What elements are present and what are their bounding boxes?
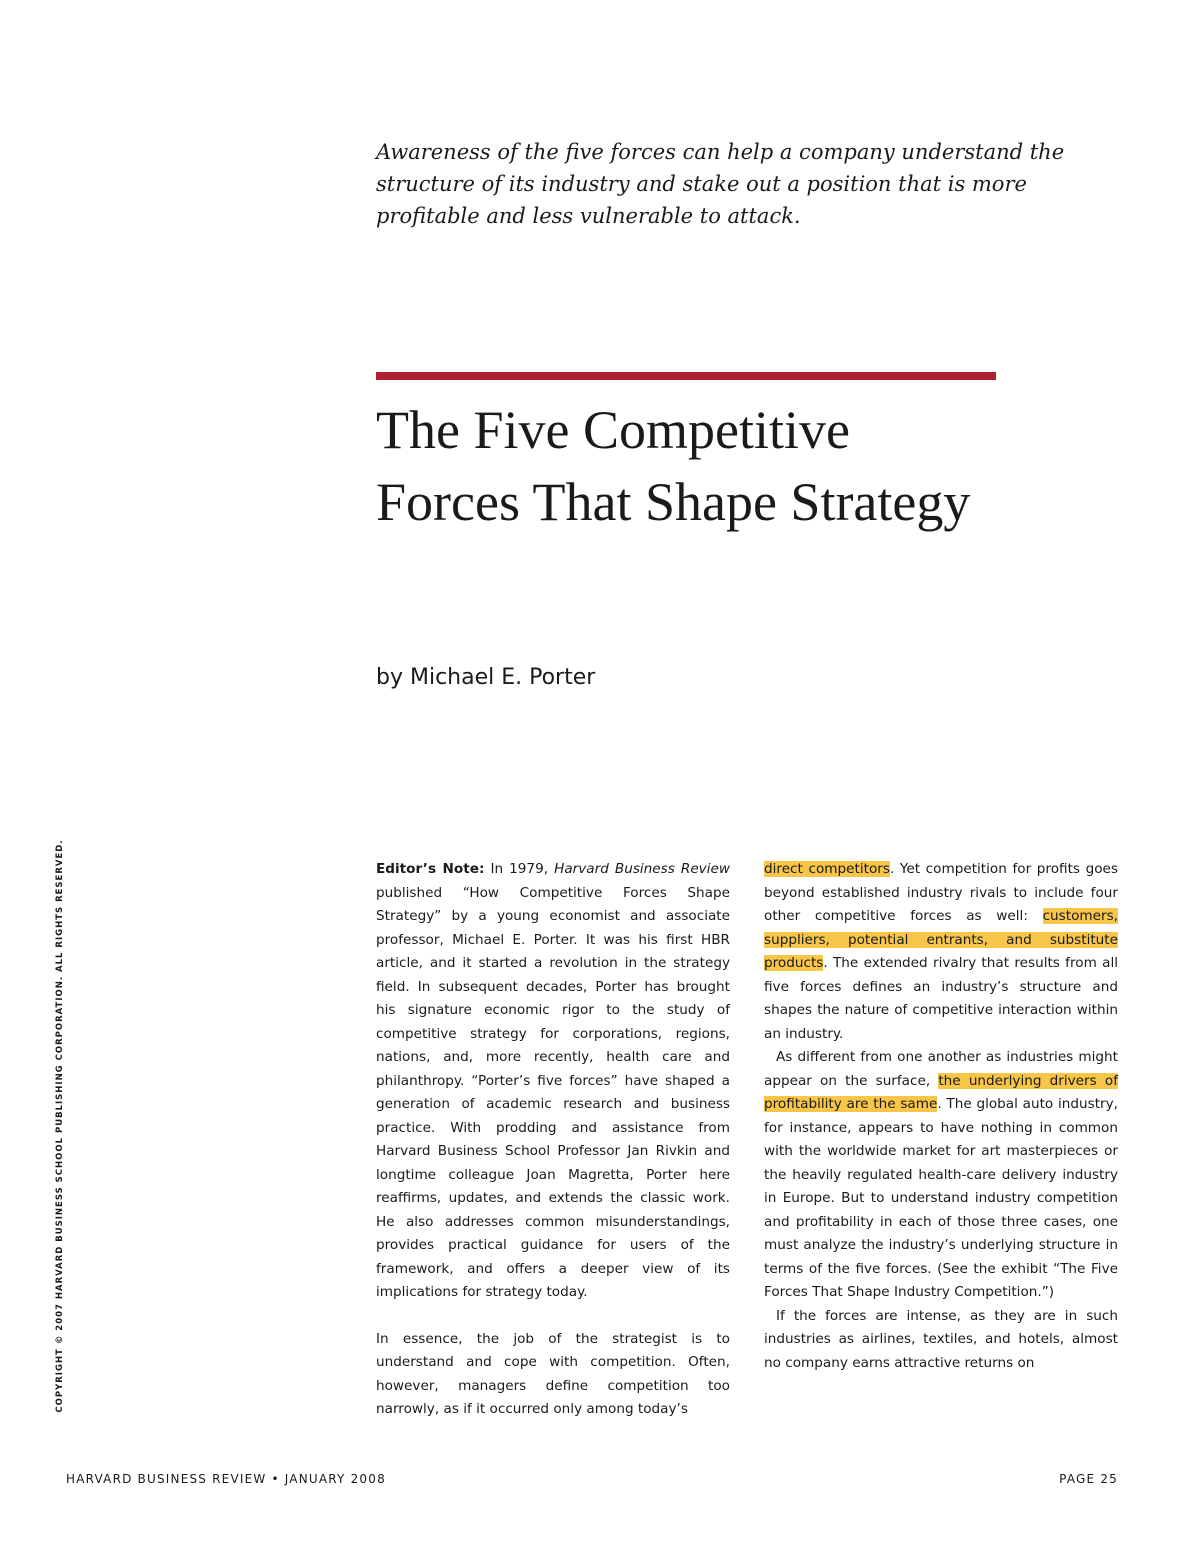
highlighted-text: customers, suppliers, potential entrants, and substitute products — [764, 908, 1118, 971]
body-text: . Yet competition for profits goes beyond established industry rivals to include four other competitive forces as well: — [764, 861, 1118, 924]
title-rule — [376, 372, 996, 380]
footer-publication: HARVARD BUSINESS REVIEW • JANUARY 2008 — [66, 1472, 386, 1486]
editors-note — [376, 858, 730, 1305]
article-title: The Five Competitive Forces That Shape Strategy — [376, 400, 971, 532]
highlighted-text: the underlying drivers of profitability are the same — [764, 1072, 1118, 1112]
editors-note-text: published “How Competitive Forces Shape Strategy” by a young economist and associate professor, Michael E. Porter. It was his first HBR article, and it started a revolution in the strategy field. In subsequent decades, Porter has brought his signature economic rigor to the study of competitive strategy for corporations, regions, nations, and, more recently, health care and philanthropy. “Porter’s five forces” have shaped a generation of academic research and business practice. With prodding and assistance from Harvard Business School Professor Jan Rivkin and longtime colleague Joan Magretta, Porter here reaffirms, updates, and extends the classic work. He also addresses common misunderstandings, provides practical guidance for users of the framework, and offers a deeper view of its implications for strategy today. — [376, 884, 730, 1300]
deck-text: Awareness of the five forces can help a company understand the structure of its industry and stake out a position that is more profitable and less vulnerable to attack. — [376, 140, 1065, 228]
body-text: . The global auto industry, for instance, appears to have nothing in common with the worldwide market for art masterpieces or the heavily regulated health-care delivery industry in Europe. But to understand industry competition and profitability in each of those three cases, one must analyze the industry’s underlying structure in terms of the five forces. (See the exhibit “The Five Forces That Shape Industry Competition.”) — [764, 1096, 1118, 1300]
body-paragraph — [764, 858, 1118, 1046]
copyright-text: COPYRIGHT © 2007 HARVARD BUSINESS SCHOOL PUBLISHING CORPORATION. ALL RIGHTS RESERVED. — [55, 839, 65, 1413]
editors-note-text: In 1979, — [484, 861, 555, 877]
publication-name: Harvard Business Review — [554, 861, 730, 877]
body-text: As different from one another as industries might appear on the surface, — [764, 1049, 1118, 1089]
page-number: PAGE 25 — [1059, 1472, 1118, 1486]
body-paragraph: If the forces are intense, as they are in such industries as airlines, textiles, and hotels, almost no company earns attractive returns on — [764, 1307, 1118, 1371]
highlighted-text: direct competitors — [764, 861, 890, 877]
editors-note-label: Editor’s Note: — [376, 861, 485, 877]
byline: by Michael E. Porter — [376, 665, 596, 690]
right-column — [764, 858, 1118, 1375]
body-paragraph: In essence, the job of the strategist is to understand and cope with competition. Often, however, managers define competition too narrowly, as if it occurred only among today’s — [376, 1330, 730, 1417]
left-column — [376, 858, 730, 1422]
body-paragraph — [764, 1046, 1118, 1305]
body-text: . The extended rivalry that results from all five forces defines an industry’s structure and shapes the nature of competitive interaction within an industry. — [764, 955, 1118, 1042]
